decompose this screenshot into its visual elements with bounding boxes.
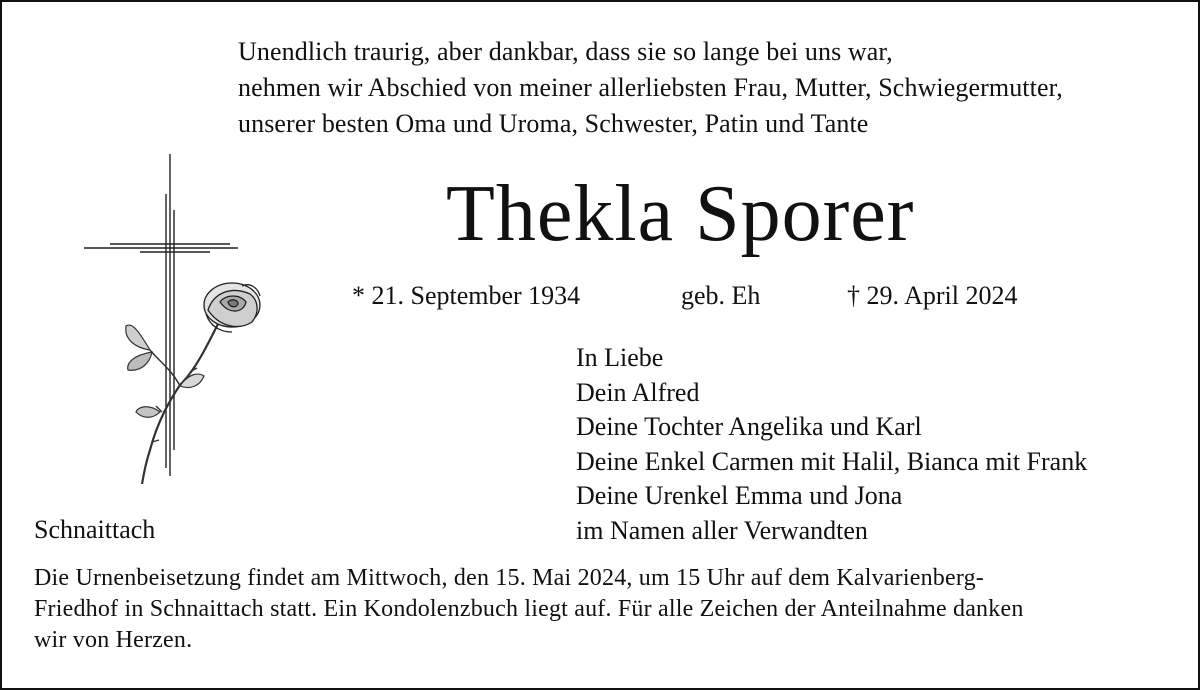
deceased-name: Thekla Sporer (446, 170, 915, 258)
intro-line: nehmen wir Abschied von meiner allerliebsten Frau, Mutter, Schwiegermutter, (238, 73, 1063, 102)
mourner-line: Deine Tochter Angelika und Karl (576, 412, 922, 441)
funeral-line: wir von Herzen. (34, 627, 193, 653)
funeral-line: Friedhof in Schnaittach statt. Ein Kondolenzbuch liegt auf. Für alle Zeichen der Anteilnahme danken (34, 596, 1024, 622)
funeral-line: Die Urnenbeisetzung findet am Mittwoch, den 15. Mai 2024, um 15 Uhr auf dem Kalvarienberg- (34, 565, 984, 591)
cross-with-rose-icon (80, 150, 280, 490)
maiden-name: geb. Eh (681, 281, 761, 310)
intro-text (238, 34, 1063, 142)
funeral-details (34, 563, 1174, 656)
birth-date: * 21. September 1934 (352, 281, 581, 310)
intro-line: unserer besten Oma und Uroma, Schwester, Patin und Tante (238, 109, 869, 138)
mourner-line: Deine Enkel Carmen mit Halil, Bianca mit Frank (576, 446, 1088, 476)
mourner-line: Dein Alfred (576, 377, 700, 407)
mourner-line: Deine Urenkel Emma und Jona (576, 481, 903, 510)
intro-line: Unendlich traurig, aber dankbar, dass sie so lange bei uns war, (238, 37, 893, 66)
mourners-list (576, 341, 1087, 548)
mourner-line: In Liebe (576, 343, 664, 372)
death-date: † 29. April 2024 (847, 281, 1018, 310)
place-name: Schnaittach (34, 515, 156, 544)
mourner-line: im Namen aller Verwandten (576, 515, 868, 545)
